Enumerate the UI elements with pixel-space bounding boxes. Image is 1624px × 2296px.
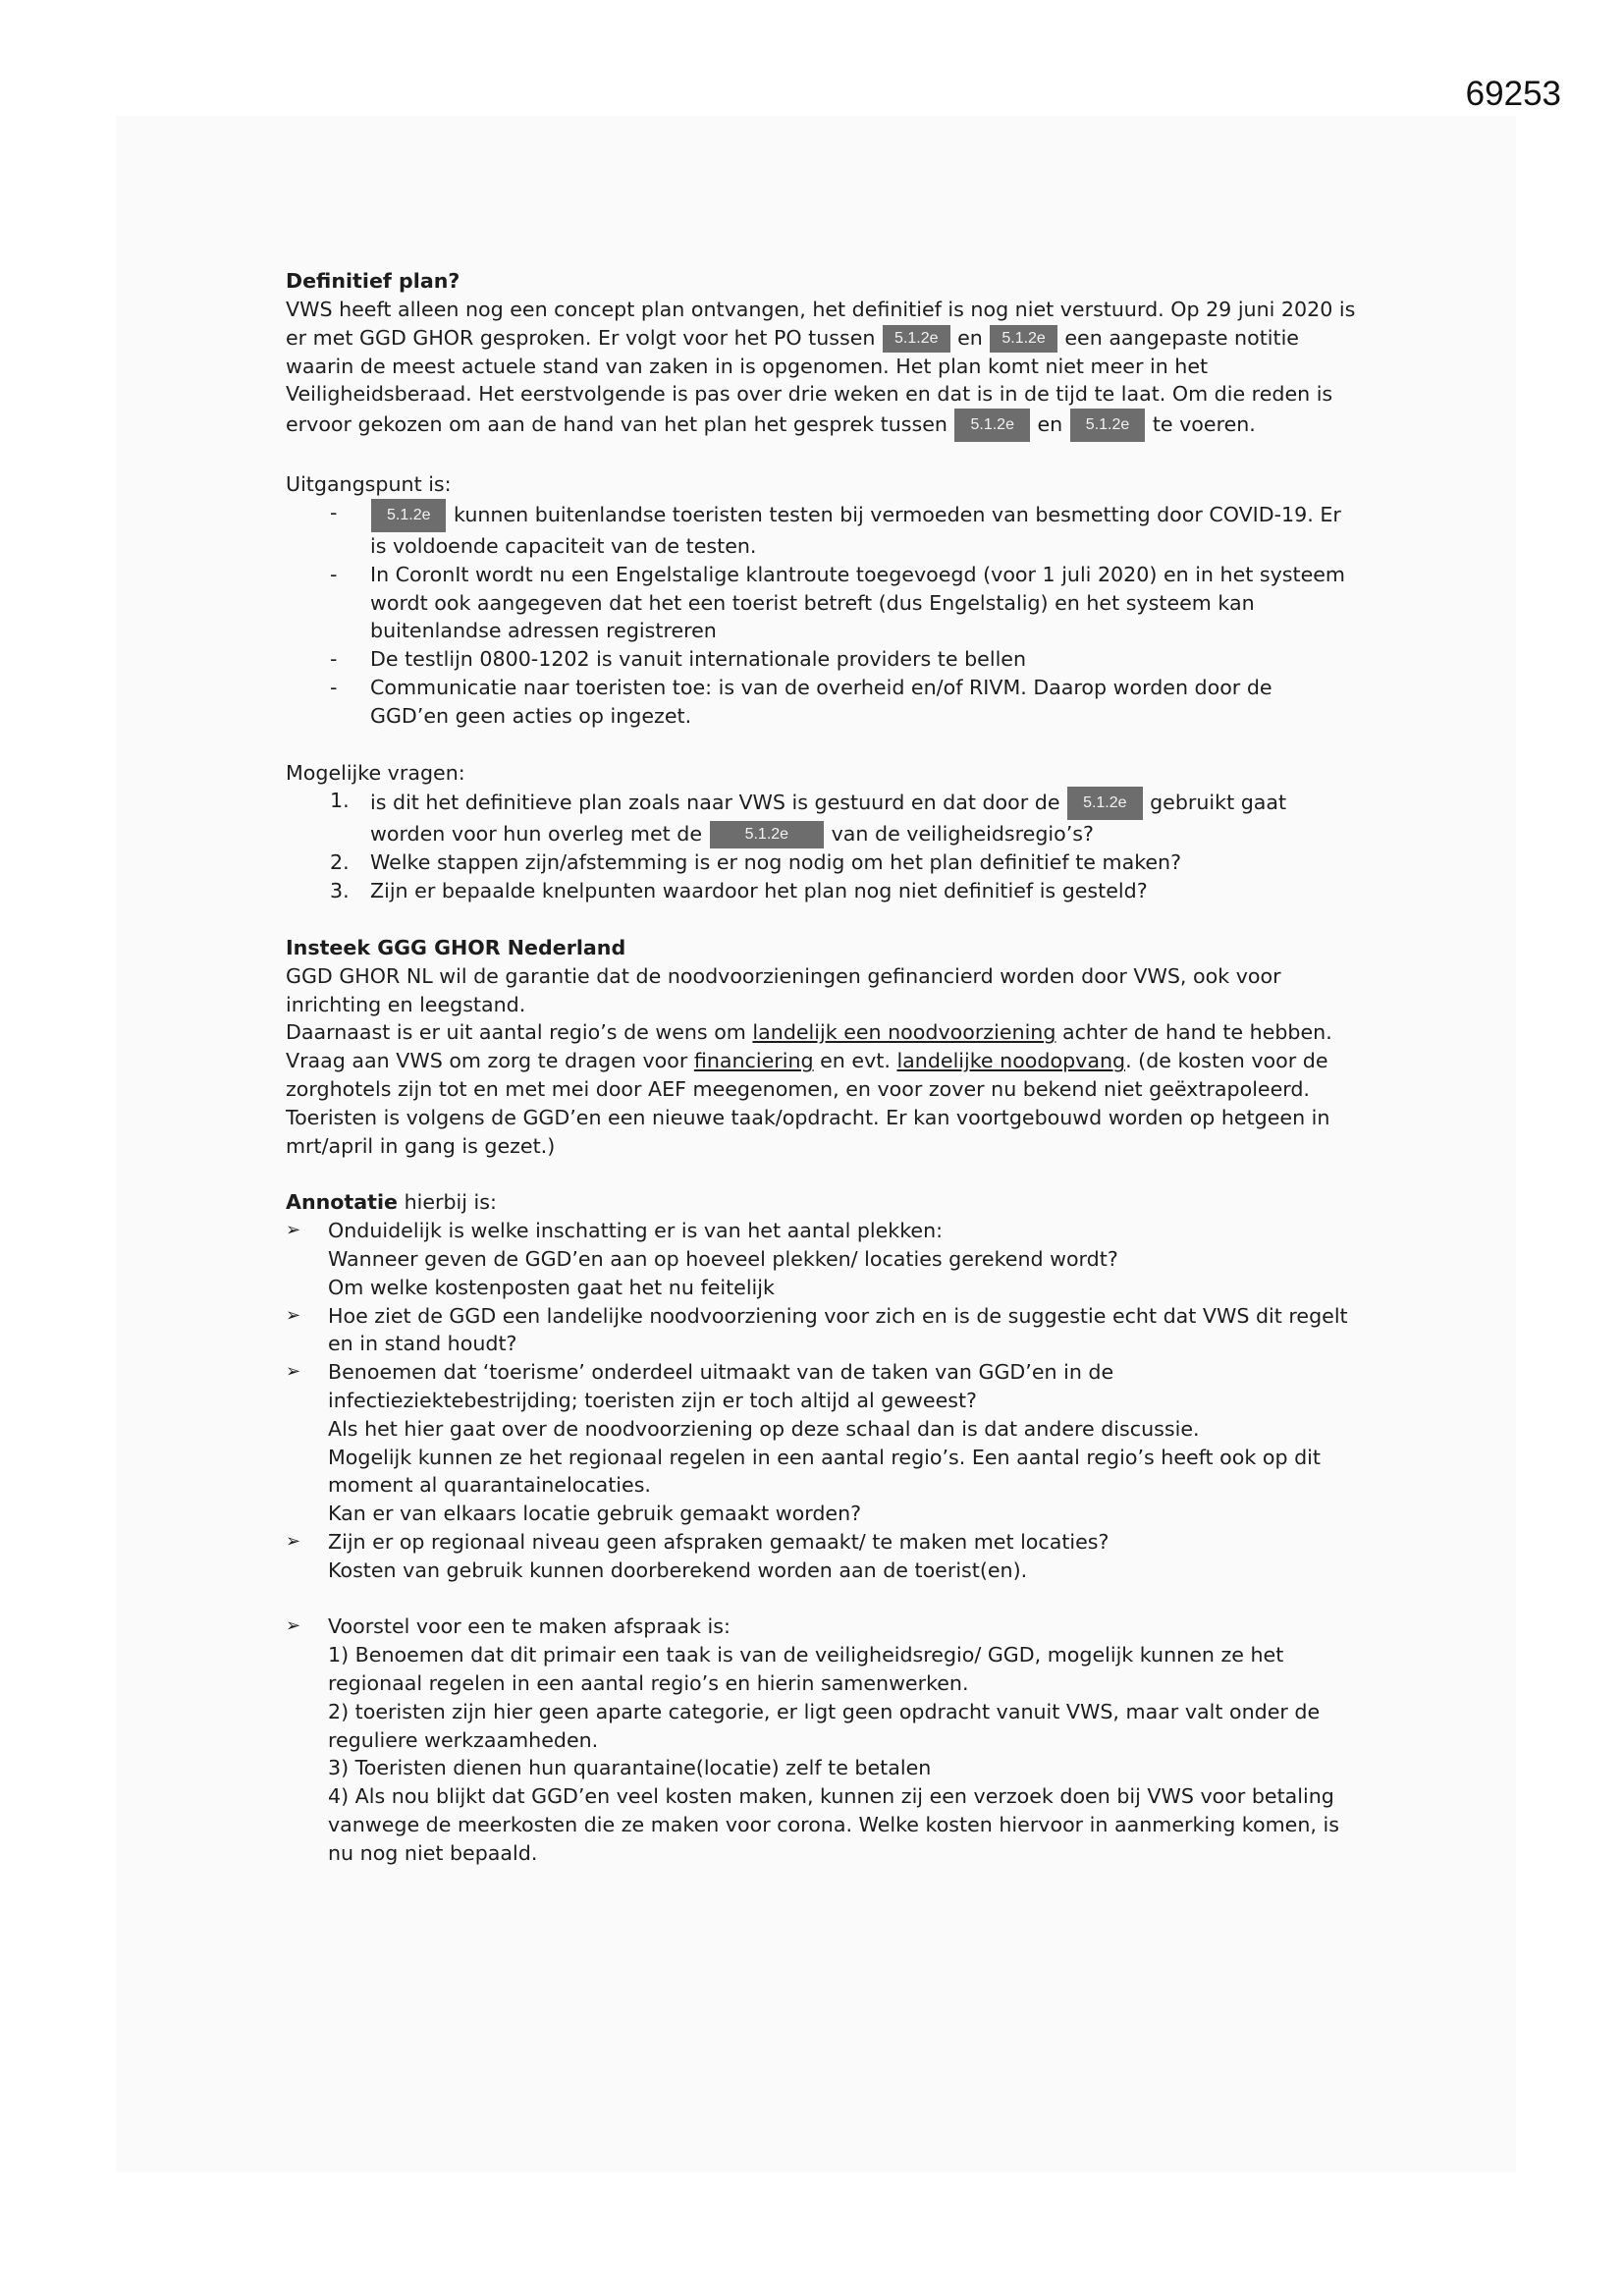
- dash-icon: -: [330, 647, 338, 672]
- list-item: 1. is dit het definitieve plan zoals naar VWS is gestuurd en dat door de 5.1.2e gebruikt gaat worden voor hun overleg met de 5.1.2e van de veiligheidsregio’s?: [286, 787, 1356, 848]
- redaction-box: 5.1.2e: [954, 409, 1029, 442]
- questions-list: [286, 787, 1356, 905]
- section-title-insteek: Insteek GGG GHOR Nederland: [286, 935, 626, 959]
- list-item: - 5.1.2e kunnen buitenlandse toeristen testen bij vermoeden van besmetting door COVID-19. Er is voldoende capaciteit van de testen.: [330, 500, 1341, 558]
- section-title-uitgangspunt: Uitgangspunt is:: [286, 472, 452, 497]
- redaction-box: 5.1.2e: [1070, 409, 1145, 442]
- arrow-bullet-icon: ➢: [286, 1304, 301, 1326]
- page-number: 69253: [1465, 75, 1561, 113]
- uitgangspunt-list: [286, 499, 1356, 731]
- voorstel-list: [286, 1613, 1356, 1867]
- dash-icon: -: [330, 562, 338, 586]
- dash-icon: -: [330, 500, 338, 524]
- annotatie-list: [286, 1217, 1356, 1584]
- arrow-bullet-icon: ➢: [286, 1530, 301, 1552]
- list-item: - Communicatie naar toeristen toe: is van de overheid en/of RIVM. Daarop worden door de GGD’en geen acties op ingezet.: [330, 675, 1272, 728]
- list-item: ➢ Voorstel voor een te maken afspraak is: 1) Benoemen dat dit primair een taak is van de veiligheidsregio/ GGD, mogelijk kunnen ze het regionaal regelen in een aantal regio’s en hierin samenwerken. 2) toeristen zijn hier geen aparte categorie, er ligt geen opdracht vanuit VWS, maar valt onder de reguliere werkzaamheden. 3) Toeristen dienen hun quarantaine(locatie) zelf te betalen 4) Als nou blijkt dat GGD’en veel kosten maken, kunnen zij een verzoek doen bij VWS voor betaling vanwege de meerkosten die ze maken voor corona. Welke kosten hiervoor in aanmerking komen, is nu nog niet bepaald.: [286, 1614, 1339, 1865]
- paragraph-definitief-plan: VWS heeft alleen nog een concept plan ontvangen, het definitief is nog niet verstuurd. Op 29 juni 2020 is er met GGD GHOR gesproken. Er volgt voor het PO tussen 5.1.2e en 5.1.2e een aangepaste notitie waarin de meest actuele stand van zaken in is opgenomen. Het plan komt niet meer in het Veiligheidsberaad. Het eerstvolgende is pas over drie weken en dat is in de tijd te laat. Om die reden is ervoor gekozen om aan de hand van het plan het gesprek tussen 5.1.2e en 5.1.2e te voeren.: [286, 296, 1356, 442]
- redaction-box: 5.1.2e: [710, 821, 824, 848]
- paragraph-insteek-3: Vraag aan VWS om zorg te dragen voor financiering en evt. landelijke noodopvang. (de kosten voor de zorghotels zijn tot en met mei door AEF meegenomen, en voor zover nu bekend niet geëxtrapoleerd. Toeristen is volgens de GGD’en een nieuwe taak/opdracht. Er kan voortgebouwd worden op hetgeen in mrt/april in gang is gezet.): [286, 1049, 1330, 1158]
- redaction-box: 5.1.2e: [371, 499, 446, 532]
- paragraph-insteek-2: Daarnaast is er uit aantal regio’s de wens om landelijk een noodvoorziening achter de hand te hebben.: [286, 1020, 1332, 1045]
- arrow-bullet-icon: ➢: [286, 1615, 301, 1637]
- paragraph-insteek-1: GGD GHOR NL wil de garantie dat de noodvoorzieningen gefinancierd worden door VWS, ook voor inrichting en leegstand.: [286, 963, 1281, 1016]
- arrow-bullet-icon: ➢: [286, 1220, 301, 1241]
- list-item: ➢ Benoemen dat ‘toerisme’ onderdeel uitmaakt van de taken van GGD’en in de infectieziektebestrijding; toeristen zijn er toch altijd al geweest? Als het hier gaat over de noodvoorziening op deze schaal dan is dat andere discussie. Mogelijk kunnen ze het regionaal regelen in een aantal regio’s. Een aantal regio’s heeft ook op dit moment al quarantainelocaties. Kan er van elkaars locatie gebruik gemaakt worden?: [286, 1360, 1321, 1526]
- redaction-box: 5.1.2e: [1067, 787, 1142, 820]
- redaction-box: 5.1.2e: [883, 325, 949, 353]
- list-item: ➢ Zijn er op regionaal niveau geen afspraken gemaakt/ te maken met locaties? Kosten van gebruik kunnen doorberekend worden aan de toerist(en).: [286, 1529, 1110, 1582]
- redaction-box: 5.1.2e: [990, 325, 1056, 353]
- section-title-annotatie: Annotatie hierbij is:: [286, 1190, 497, 1215]
- list-item: - De testlijn 0800-1202 is vanuit internationale providers te bellen: [286, 645, 1356, 674]
- dash-icon: -: [330, 675, 338, 699]
- list-item: ➢ Hoe ziet de GGD een landelijke noodvoorziening voor zich en is de suggestie echt dat VWS dit regelt en in stand houdt?: [286, 1303, 1348, 1356]
- list-item: ➢ Onduidelijk is welke inschatting er is van het aantal plekken: Wanneer geven de GGD’en aan op hoeveel plekken/ locaties gerekend wordt? Om welke kostenposten gaat het nu feitelijk: [286, 1219, 1118, 1299]
- list-item: 2. Welke stappen zijn/afstemming is er nog nodig om het plan definitief te maken?: [330, 850, 1182, 875]
- list-item: 3. Zijn er bepaalde knelpunten waardoor het plan nog niet definitief is gesteld?: [330, 879, 1148, 903]
- document-body: [286, 267, 1356, 1868]
- arrow-bullet-icon: ➢: [286, 1361, 301, 1383]
- list-item: - In CoronIt wordt nu een Engelstalige klantroute toegevoegd (voor 1 juli 2020) en in het systeem wordt ook aangegeven dat het een toerist betreft (dus Engelstalig) en het systeem kan buitenlandse adressen registreren: [330, 562, 1345, 643]
- section-title-definitief-plan: Definitief plan?: [286, 269, 460, 293]
- section-title-mogelijke-vragen: Mogelijke vragen:: [286, 760, 465, 785]
